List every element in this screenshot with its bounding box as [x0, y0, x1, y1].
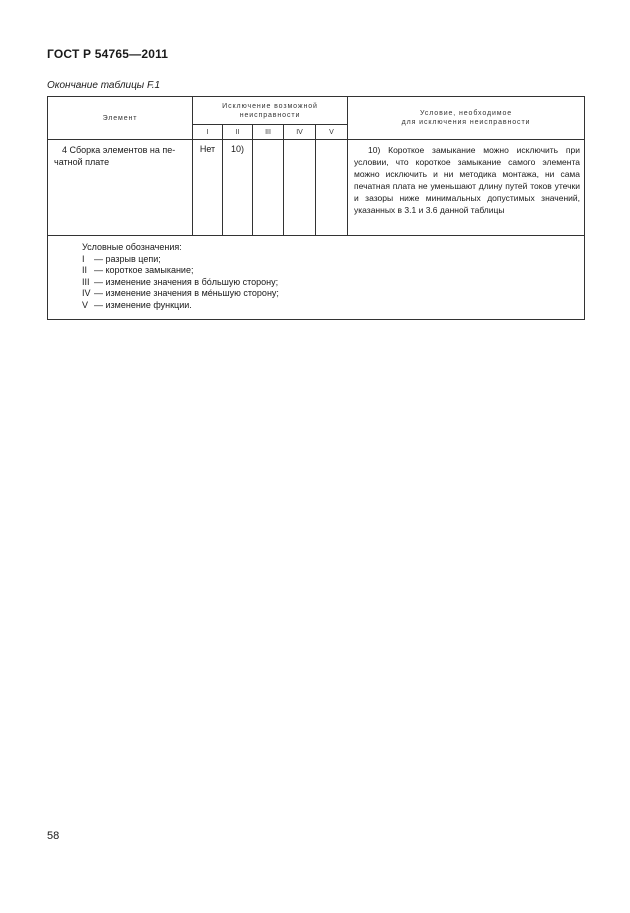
row-value-iii	[253, 140, 284, 236]
legend-item: II — короткое замыкание;	[82, 265, 194, 275]
row-value-iv	[284, 140, 316, 236]
legend-title: Условные обозначения:	[82, 242, 182, 252]
page-number: 58	[47, 830, 60, 842]
header-sub-iii: III	[253, 125, 284, 140]
row-value-ii: 10)	[223, 140, 253, 236]
header-condition: Условие, необходимое для исключения неисправности	[348, 97, 585, 140]
header-sub-v: V	[316, 125, 348, 140]
header-element: Элемент	[48, 97, 193, 140]
legend-cell	[48, 236, 585, 320]
document-header: ГОСТ Р 54765—2011	[47, 47, 169, 61]
legend-item: V — изменение функции.	[82, 299, 192, 310]
row-value-v	[316, 140, 348, 236]
header-exclusion: Исключение возможной неисправности	[193, 97, 348, 125]
legend-item: III — изменение значения в бóльшую сторону;	[82, 276, 279, 287]
failure-exclusion-table	[47, 96, 585, 320]
legend-item: I — разрыв цепи;	[82, 253, 161, 264]
table-caption: Окончание таблицы F.1	[47, 80, 161, 91]
row-condition-cell: 10) Короткое замыкание можно исключить при условии, что короткое замыкание самого элемента можно исключить и ни методика монтажа, ни сама печатная плата не уменьшают длину путей токов утечки и зазоры ниже минимальных допустимых значений, указанных в 3.1 и 3.6 данной таблицы	[348, 140, 585, 236]
header-sub-iv: IV	[284, 125, 316, 140]
table-row	[48, 140, 585, 236]
row-element-cell: 4 Сборка элементов на пе- чатной плате	[48, 140, 193, 236]
header-sub-ii: II	[223, 125, 253, 140]
legend-item: IV — изменение значения в мéньшую сторону;	[82, 288, 279, 298]
header-sub-i: I	[193, 125, 223, 140]
row-value-i: Нет	[193, 140, 223, 236]
